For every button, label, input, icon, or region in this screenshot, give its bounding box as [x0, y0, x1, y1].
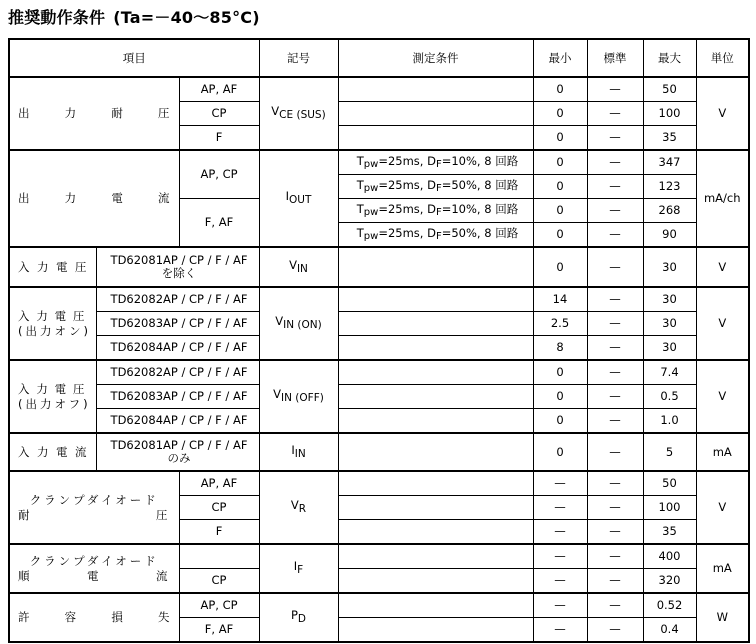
max-cell: 5: [643, 433, 696, 471]
symbol-vr: $V_R$: [259, 471, 338, 544]
max-cell: 30: [643, 336, 696, 361]
min-cell: 0: [533, 385, 587, 409]
condition-cell: [338, 496, 533, 520]
max-cell: 123: [643, 175, 696, 199]
table-row: [9, 409, 749, 434]
max-cell: 90: [643, 223, 696, 248]
model-cell: TD62082AP / CP / F / AF: [96, 287, 259, 312]
typ-cell: —: [587, 287, 643, 312]
condition-cell: [338, 287, 533, 312]
symbol-if: $I_F$: [259, 544, 338, 593]
condition-cell: [338, 336, 533, 361]
condition-cell: [338, 360, 533, 385]
condition-cell: [338, 385, 533, 409]
min-cell: 14: [533, 287, 587, 312]
min-cell: 8: [533, 336, 587, 361]
condition-cell: $T_{pw}=25ms$, $D_F=50\%$, 8 回路: [338, 175, 533, 199]
param-output-voltage: 出力耐圧: [9, 77, 179, 150]
typ-cell: —: [587, 150, 643, 175]
variant-cell: AP, AF: [179, 77, 259, 102]
typ-cell: —: [587, 471, 643, 496]
model-cell: TD62081AP / CP / F / AF のみ: [96, 433, 259, 471]
table-row: [9, 312, 749, 336]
symbol-iout: $I_{OUT}$: [259, 150, 338, 247]
min-cell: 0: [533, 102, 587, 126]
header-min: 最小: [533, 39, 587, 77]
header-row: [9, 39, 749, 77]
variant-cell: F: [179, 520, 259, 545]
max-cell: 320: [643, 569, 696, 594]
variant-cell: F: [179, 126, 259, 151]
model-cell: TD62081AP / CP / F / AF を除く: [96, 247, 259, 287]
param-power-dissipation: 許容損失: [9, 593, 179, 642]
unit-cell: mA: [696, 544, 749, 593]
table-row: [9, 77, 749, 102]
table-row: [9, 433, 749, 471]
max-cell: 7.4: [643, 360, 696, 385]
unit-cell: V: [696, 360, 749, 433]
header-typ: 標準: [587, 39, 643, 77]
typ-cell: —: [587, 247, 643, 287]
param-clamp-diode-voltage: クランプダイオード 耐圧: [9, 471, 179, 544]
condition-cell: [338, 569, 533, 594]
model-cell: TD62082AP / CP / F / AF: [96, 360, 259, 385]
table-row: [9, 471, 749, 496]
model-cell: TD62084AP / CP / F / AF: [96, 409, 259, 434]
variant-cell: CP: [179, 569, 259, 594]
max-cell: 35: [643, 126, 696, 151]
condition-cell: [338, 433, 533, 471]
min-cell: 2.5: [533, 312, 587, 336]
max-cell: 30: [643, 287, 696, 312]
max-cell: 100: [643, 496, 696, 520]
condition-cell: [338, 593, 533, 618]
variant-cell: [179, 544, 259, 569]
header-max: 最大: [643, 39, 696, 77]
max-cell: 0.4: [643, 618, 696, 643]
typ-cell: —: [587, 593, 643, 618]
table-row: [9, 150, 749, 175]
header-test-condition: 測定条件: [338, 39, 533, 77]
symbol-vin: $V_{IN}$: [259, 247, 338, 287]
max-cell: 50: [643, 77, 696, 102]
recommended-operating-conditions-table: [8, 38, 750, 643]
param-input-voltage-off: 入力電圧 (出力オフ): [9, 360, 96, 433]
condition-cell: [338, 77, 533, 102]
model-cell: TD62083AP / CP / F / AF: [96, 385, 259, 409]
header-unit: 単位: [696, 39, 749, 77]
typ-cell: —: [587, 336, 643, 361]
condition-cell: [338, 247, 533, 287]
typ-cell: —: [587, 312, 643, 336]
min-cell: 0: [533, 360, 587, 385]
min-cell: 0: [533, 199, 587, 223]
max-cell: 400: [643, 544, 696, 569]
variant-cell: AP, CP: [179, 150, 259, 199]
condition-cell: [338, 102, 533, 126]
param-input-current: 入力電流: [9, 433, 96, 471]
unit-cell: mA/ch: [696, 150, 749, 247]
condition-cell: [338, 544, 533, 569]
min-cell: —: [533, 471, 587, 496]
min-cell: —: [533, 593, 587, 618]
symbol-vin-off: $V_{IN (OFF)}$: [259, 360, 338, 433]
symbol-pd: $P_D$: [259, 593, 338, 642]
variant-cell: AP, CP: [179, 593, 259, 618]
param-input-voltage: 入力電圧: [9, 247, 96, 287]
max-cell: 30: [643, 312, 696, 336]
typ-cell: —: [587, 569, 643, 594]
min-cell: 0: [533, 150, 587, 175]
header-symbol: 記号: [259, 39, 338, 77]
condition-cell: $T_{pw}=25ms$, $D_F=10\%$, 8 回路: [338, 150, 533, 175]
typ-cell: —: [587, 433, 643, 471]
condition-cell: $T_{pw}=25ms$, $D_F=10\%$, 8 回路: [338, 199, 533, 223]
unit-cell: V: [696, 77, 749, 150]
typ-cell: —: [587, 77, 643, 102]
min-cell: —: [533, 496, 587, 520]
model-cell: TD62083AP / CP / F / AF: [96, 312, 259, 336]
symbol-vce: $V_{CE (SUS)}$: [259, 77, 338, 150]
condition-cell: [338, 471, 533, 496]
table-row: [9, 593, 749, 618]
min-cell: 0: [533, 77, 587, 102]
max-cell: 1.0: [643, 409, 696, 434]
min-cell: —: [533, 618, 587, 643]
page-title: [8, 5, 260, 28]
max-cell: 100: [643, 102, 696, 126]
min-cell: 0: [533, 409, 587, 434]
table-row: [9, 247, 749, 287]
title-text: 推奨動作条件: [8, 8, 106, 27]
table-row: [9, 385, 749, 409]
min-cell: 0: [533, 175, 587, 199]
table-row: [9, 544, 749, 569]
max-cell: 0.5: [643, 385, 696, 409]
max-cell: 0.52: [643, 593, 696, 618]
max-cell: 268: [643, 199, 696, 223]
title-condition: (Ta=－40～85°C): [113, 8, 260, 27]
unit-cell: V: [696, 287, 749, 360]
variant-cell: CP: [179, 496, 259, 520]
min-cell: 0: [533, 433, 587, 471]
min-cell: —: [533, 569, 587, 594]
unit-cell: mA: [696, 433, 749, 471]
min-cell: —: [533, 544, 587, 569]
max-cell: 30: [643, 247, 696, 287]
unit-cell: V: [696, 247, 749, 287]
max-cell: 347: [643, 150, 696, 175]
max-cell: 35: [643, 520, 696, 545]
param-output-current: 出力電流: [9, 150, 179, 247]
condition-cell: [338, 312, 533, 336]
min-cell: 0: [533, 223, 587, 248]
typ-cell: —: [587, 223, 643, 248]
typ-cell: —: [587, 385, 643, 409]
typ-cell: —: [587, 496, 643, 520]
min-cell: 0: [533, 247, 587, 287]
condition-cell: [338, 618, 533, 643]
typ-cell: —: [587, 102, 643, 126]
symbol-vin-on: $V_{IN (ON)}$: [259, 287, 338, 360]
variant-cell: AP, AF: [179, 471, 259, 496]
table-row: [9, 360, 749, 385]
variant-cell: CP: [179, 102, 259, 126]
typ-cell: —: [587, 126, 643, 151]
model-cell: TD62084AP / CP / F / AF: [96, 336, 259, 361]
max-cell: 50: [643, 471, 696, 496]
min-cell: 0: [533, 126, 587, 151]
variant-cell: F, AF: [179, 618, 259, 643]
symbol-iin: $I_{IN}$: [259, 433, 338, 471]
variant-cell: F, AF: [179, 199, 259, 248]
typ-cell: —: [587, 199, 643, 223]
condition-cell: [338, 409, 533, 434]
param-input-voltage-on: 入力電圧 (出力オン): [9, 287, 96, 360]
min-cell: —: [533, 520, 587, 545]
table-row: [9, 287, 749, 312]
typ-cell: —: [587, 544, 643, 569]
header-item: 項目: [9, 39, 259, 77]
typ-cell: —: [587, 409, 643, 434]
condition-cell: [338, 126, 533, 151]
condition-cell: $T_{pw}=25ms$, $D_F=50\%$, 8 回路: [338, 223, 533, 248]
unit-cell: V: [696, 471, 749, 544]
typ-cell: —: [587, 360, 643, 385]
condition-cell: [338, 520, 533, 545]
param-clamp-diode-current: クランプダイオード 順電流: [9, 544, 179, 593]
typ-cell: —: [587, 618, 643, 643]
unit-cell: W: [696, 593, 749, 642]
table-row: [9, 336, 749, 361]
typ-cell: —: [587, 175, 643, 199]
typ-cell: —: [587, 520, 643, 545]
